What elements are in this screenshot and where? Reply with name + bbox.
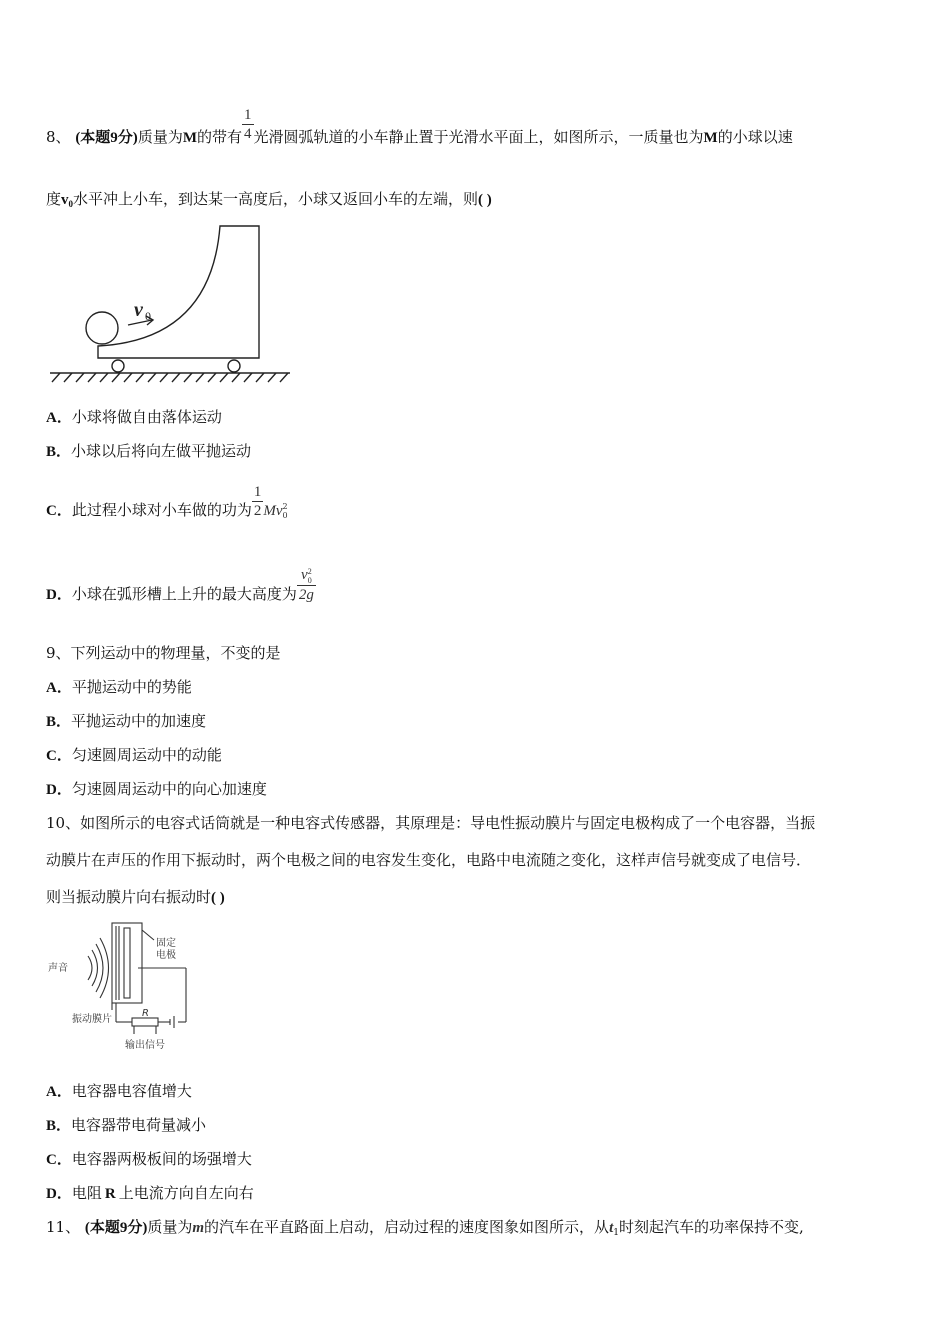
q11-score-tag: (本题9分)	[84, 1220, 148, 1236]
velocity-label: v	[134, 299, 143, 321]
wheel-left	[112, 360, 124, 372]
q8-score-tag: (本题9分)	[75, 130, 138, 146]
q9-stem: 9、下列运动中的物理量，不变的是	[46, 644, 281, 662]
q8-stem-line2: 度$v_0$水平冲上小车，到达某一高度后，小球又返回小车的左端，则( )	[46, 190, 492, 209]
q10-option-d: D．电阻 R 上电流方向自左向右	[46, 1184, 254, 1202]
sound-wave-arcs	[88, 938, 109, 998]
wheel-right	[228, 360, 240, 372]
q9-option-b: B．平抛运动中的加速度	[46, 712, 207, 730]
fraction-one-quarter: $\frac{1}{4}$	[244, 106, 252, 142]
ground-hatch	[52, 373, 288, 382]
q10-stem-line2: 动膜片在声压的作用下振动时，两个电极之间的电容发生变化，电路中电流随之变化，这样声信号就变成了电信号．	[46, 851, 812, 869]
q10-stem-line3: 则当振动膜片向右振动时( )	[46, 888, 225, 906]
q8-option-d: D．小球在弧形槽上上升的最大高度为 v 2 0 2g	[46, 566, 314, 603]
cart-arc-figure	[46, 222, 296, 387]
ball	[86, 312, 118, 344]
q11-stem-line1: 11、 (本题9分)质量为m的汽车在平直路面上启动，启动过程的速度图象如图所示，从$t_1$时刻起汽车的功率保持不变,	[46, 1218, 804, 1238]
resistor	[132, 1018, 158, 1026]
q8-stem-line1: 8、 (本题9分)质量为M的带有 $\frac{1}{4}$ 光滑圆弧轨道的小车静止置于光滑水平面上，如图所示，一质量也为M的小球以速	[46, 106, 793, 146]
q10-stem-line1: 10、如图所示的电容式话筒就是一种电容式传感器，其原理是：导电性振动膜片与固定电极构成了一个电容器，当振	[46, 814, 816, 832]
q10-option-a: A．电容器电容值增大	[46, 1082, 192, 1100]
fraction-v0sq-over-2g: v 2 0 2g	[298, 566, 314, 603]
label-membrane: 振动膜片	[72, 1014, 112, 1025]
q10-option-c: C．电容器两极板间的场强增大	[46, 1150, 252, 1168]
q9-option-c: C．匀速圆周运动中的动能	[46, 746, 222, 764]
fixed-electrode	[124, 928, 130, 998]
fraction-one-half: $\frac{1}{2}$	[253, 483, 262, 519]
velocity-label-sub: 0	[145, 309, 151, 323]
label-fixed-2: 电极	[156, 950, 176, 961]
q8-option-b: B．小球以后将向左做平抛运动	[46, 442, 252, 460]
label-sound: 声音	[48, 963, 68, 974]
q10-option-b: B．电容器带电荷量减小	[46, 1116, 207, 1134]
q9-option-a: A．平抛运动中的势能	[46, 678, 192, 696]
q9-option-d: D．匀速圆周运动中的向心加速度	[46, 780, 267, 798]
capacitor-microphone-figure	[46, 918, 196, 1058]
label-fixed-1: 固定	[156, 938, 176, 949]
cart-body	[98, 226, 259, 358]
q8-option-c: C．此过程小球对小车做的功为 $\frac{1}{2}$ Mv 2 0	[46, 483, 288, 520]
label-output: 输出信号	[125, 1040, 165, 1051]
label-resistor: R	[142, 1008, 149, 1019]
q8-option-a: A．小球将做自由落体运动	[46, 408, 222, 426]
